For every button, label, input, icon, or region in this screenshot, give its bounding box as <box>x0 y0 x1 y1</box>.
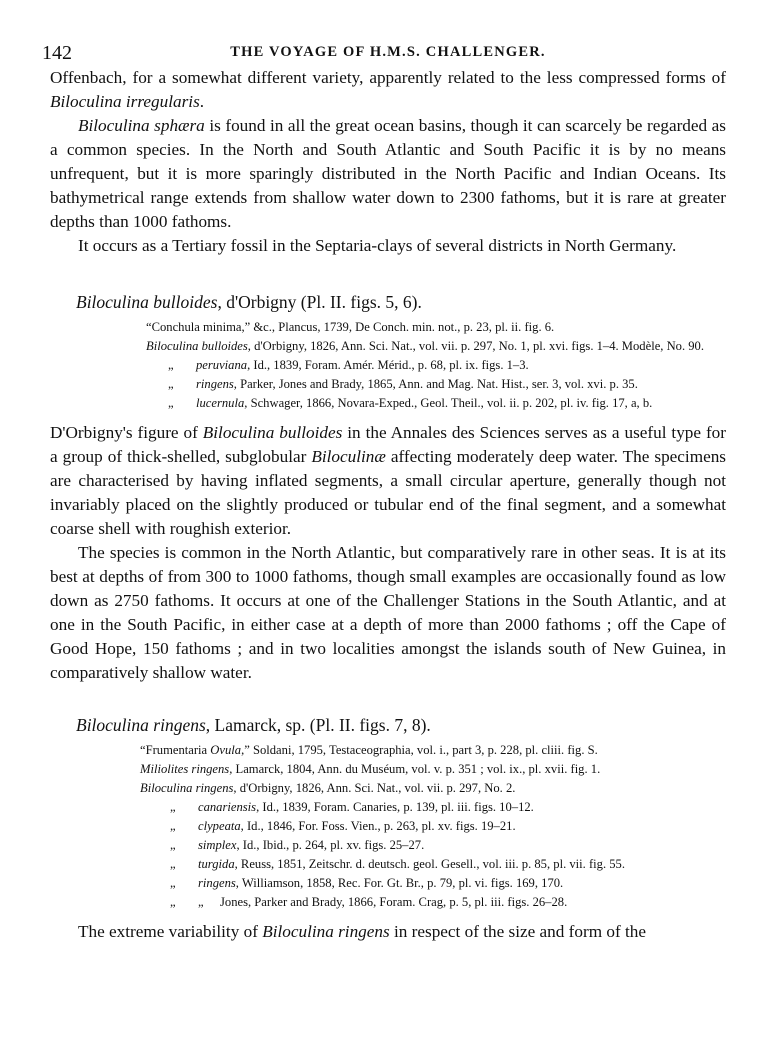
ditto-mark: „ <box>170 857 176 871</box>
synonymy-entry: „ peruviana, Id., 1839, Foram. Amér. Mérid., p. 68, pl. ix. figs. 1–3. <box>168 356 726 375</box>
running-title: THE VOYAGE OF H.M.S. CHALLENGER. <box>230 44 546 60</box>
ditto-mark: „ <box>168 377 174 391</box>
ditto-mark: „ <box>170 895 176 909</box>
ditto-mark: „ <box>170 876 176 890</box>
ditto-mark: „ <box>168 396 174 410</box>
synonymy-entry: Miliolites ringens, Lamarck, 1804, Ann. du Muséum, vol. v. p. 351 ; vol. ix., pl. xvii. fig. 1. <box>140 762 601 776</box>
synonymy-entry: “Conchula minima,” &c., Plancus, 1739, De Conch. min. not., p. 23, pl. ii. fig. 6. <box>146 320 555 334</box>
paragraph: The species is common in the North Atlantic, but comparatively rare in other seas. It is at its best at depths of from 300 to 1000 fathoms, though small examples are occasionally found as low down as 2750 fathoms. It occurs at one of the Challenger Stations in the South Atlantic, and at one in the South Pacific, in either case at a depth of more than 2000 fathoms ; off the Cape of Good Hope, 150 fathoms ; and in two localities amongst the islands south of New Guinea, in comparatively shallow water. <box>50 543 726 682</box>
ditto-mark: „ <box>170 800 176 814</box>
page <box>42 38 726 944</box>
paragraph: Biloculina sphæra is found in all the great ocean basins, though it can scarcely be regarded as a common species. In the North and South Atlantic and South Pacific it is by no means unfrequent, but it is more sparingly distributed in the North Pacific and Indian Oceans. Its bathymetrical range extends from shallow water down to 2300 fathoms, but it is rare at greater depths than 1000 fathoms. <box>50 116 726 231</box>
synonymy-entry: „ simplex, Id., Ibid., p. 264, pl. xv. figs. 25–27. <box>170 836 726 855</box>
paragraph: D'Orbigny's figure of Biloculina bulloides in the Annales des Sciences serves as a useful type for a group of thick-shelled, subglobular Biloculinæ affecting moderately deep water. The specimens are characterised by having inflated segments, a small circular aperture, generally though not invariably placed on the slightly produced or tubular end of the final segment, and a somewhat coarse shell with roughish exterior. <box>50 423 726 538</box>
synonymy-entry: Biloculina ringens, d'Orbigny, 1826, Ann. Sci. Nat., vol. vii. p. 297, No. 2. <box>140 781 516 795</box>
ditto-mark: „ <box>198 895 204 909</box>
synonymy-list <box>50 318 726 413</box>
ditto-mark: „ <box>170 838 176 852</box>
paragraph: It occurs as a Tertiary fossil in the Septaria-clays of several districts in North Germany. <box>78 236 677 255</box>
species-heading: Biloculina bulloides, d'Orbigny (Pl. II. figs. 5, 6). <box>76 292 422 312</box>
synonymy-entry: „ lucernula, Schwager, 1866, Novara-Exped., Geol. Theil., vol. ii. p. 202, pl. iv. fig. 17, a, b. <box>168 394 726 413</box>
synonymy-entry: „ ringens, Williamson, 1858, Rec. For. Gt. Br., p. 79, pl. vi. figs. 169, 170. <box>170 874 726 893</box>
synonymy-entry: „ ringens, Parker, Jones and Brady, 1865, Ann. and Mag. Nat. Hist., ser. 3, vol. xvi. p. 35. <box>168 375 726 394</box>
synonymy-entry: „ „ Jones, Parker and Brady, 1866, Foram. Crag, p. 5, pl. iii. figs. 26–28. <box>170 893 726 912</box>
synonymy-entry: “Frumentaria Ovula,” Soldani, 1795, Testaceographia, vol. i., part 3, p. 228, pl. cliii. fig. S. <box>140 743 598 757</box>
synonymy-entry: „ clypeata, Id., 1846, For. Foss. Vien., p. 263, pl. xv. figs. 19–21. <box>170 817 726 836</box>
species-heading: Biloculina ringens, Lamarck, sp. (Pl. II. figs. 7, 8). <box>76 715 431 735</box>
synonymy-entry: „ turgida, Reuss, 1851, Zeitschr. d. deutsch. geol. Gesell., vol. iii. p. 85, pl. vii. fig. 55. <box>170 855 726 874</box>
synonymy-entry: Biloculina bulloides, d'Orbigny, 1826, Ann. Sci. Nat., vol. vii. p. 297, No. 1, pl. xvi. figs. 1–4. Modèle, No. 90. <box>146 339 705 353</box>
paragraph: Offenbach, for a somewhat different variety, apparently related to the less compressed forms of Biloculina irregularis. <box>50 68 726 111</box>
synonymy-list <box>50 741 726 912</box>
ditto-mark: „ <box>168 358 174 372</box>
paragraph: The extreme variability of Biloculina ringens in respect of the size and form of the <box>78 922 646 941</box>
synonymy-entry: „ canariensis, Id., 1839, Foram. Canaries, p. 139, pl. iii. figs. 10–12. <box>170 798 726 817</box>
page-header <box>42 38 726 66</box>
ditto-mark: „ <box>170 819 176 833</box>
page-number: 142 <box>42 42 72 64</box>
